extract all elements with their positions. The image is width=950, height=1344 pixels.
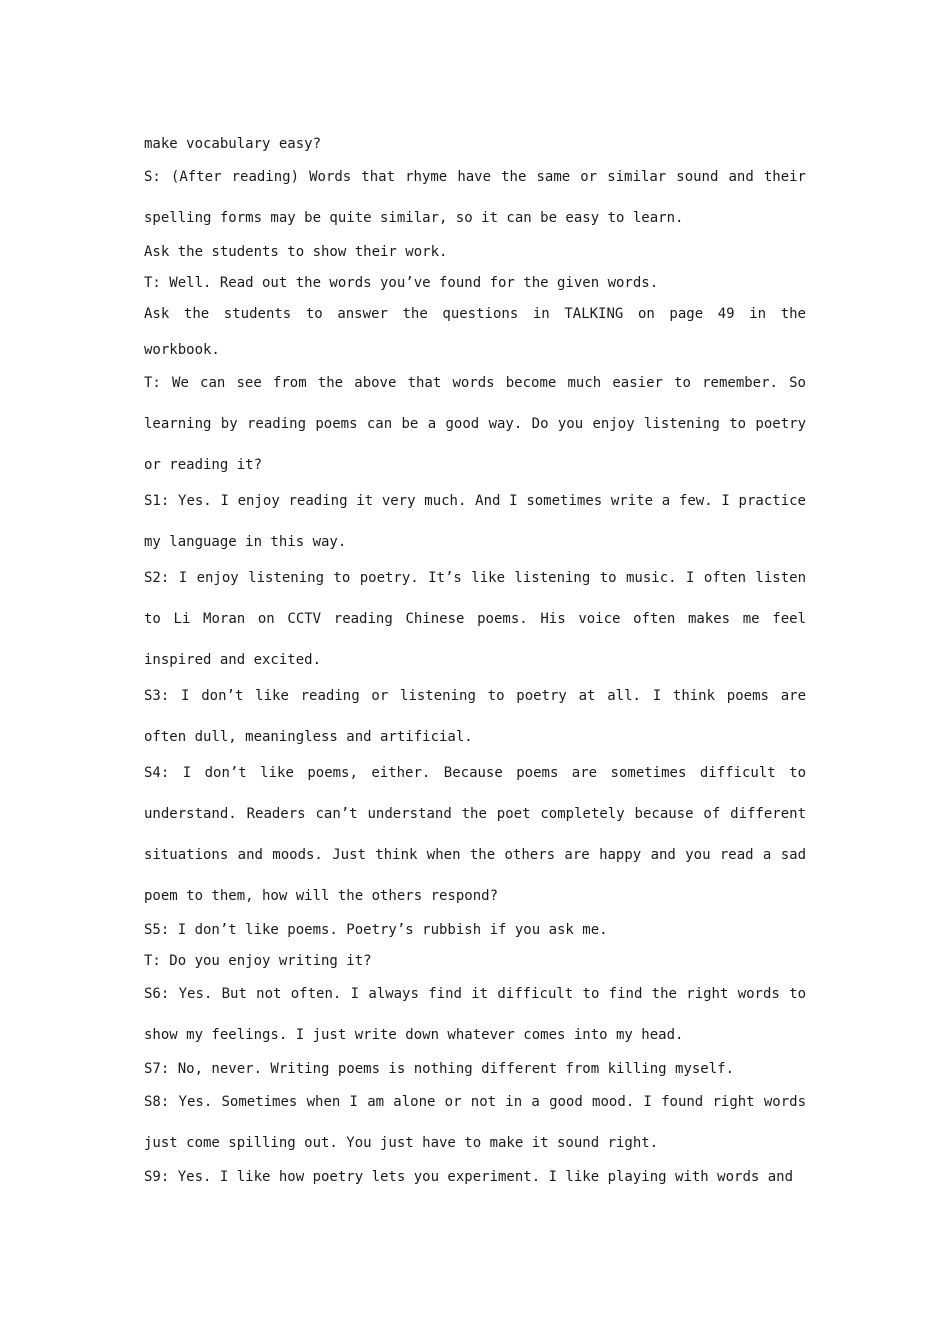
paragraph-question-end: make vocabulary easy?: [144, 136, 322, 152]
paragraph-s7: S7: No, never. Writing poems is nothing different from killing myself.: [144, 1061, 735, 1077]
paragraph-s1: S1: Yes. I enjoy reading it very much. And I sometimes write a few. I practice my language in this way.: [144, 493, 806, 550]
paragraph-student-answer: S: (After reading) Words that rhyme have the same or similar sound and their spelling forms may be quite similar, so it can be easy to learn.: [144, 169, 806, 226]
paragraph-s8: S8: Yes. Sometimes when I am alone or not in a good mood. I found right words just come spilling out. You just have to make it sound right.: [144, 1094, 806, 1151]
paragraph-teacher-question: T: We can see from the above that words become much easier to remember. So learning by reading poems can be a good way. Do you enjoy listening to poetry or reading it?: [144, 375, 806, 473]
paragraph-s9: S9: Yes. I like how poetry lets you experiment. I like playing with words and: [144, 1169, 794, 1185]
document-body: [144, 126, 806, 1195]
paragraph-s3: S3: I don’t like reading or listening to poetry at all. I think poems are often dull, meaningless and artificial.: [144, 688, 806, 745]
paragraph-s2: S2: I enjoy listening to poetry. It’s like listening to music. I often listen to Li Moran on CCTV reading Chinese poems. His voice often makes me feel inspired and excited.: [144, 570, 806, 668]
paragraph-teacher-read-out: T: Well. Read out the words you’ve found for the given words.: [144, 275, 659, 291]
paragraph-instruction-talking: Ask the students to answer the questions in TALKING on page 49 in the workbook.: [144, 306, 806, 358]
paragraph-s4: S4: I don’t like poems, either. Because poems are sometimes difficult to understand. Readers can’t understand the poet completely because of different situations and moods. Just think when the others are happy and you read a sad poem to them, how will the others respond?: [144, 765, 806, 904]
paragraph-s6: S6: Yes. But not often. I always find it difficult to find the right words to show my feelings. I just write down whatever comes into my head.: [144, 986, 806, 1043]
paragraph-teacher-writing: T: Do you enjoy writing it?: [144, 953, 372, 969]
paragraph-s5: S5: I don’t like poems. Poetry’s rubbish if you ask me.: [144, 922, 608, 938]
paragraph-instruction-show-work: Ask the students to show their work.: [144, 244, 448, 260]
